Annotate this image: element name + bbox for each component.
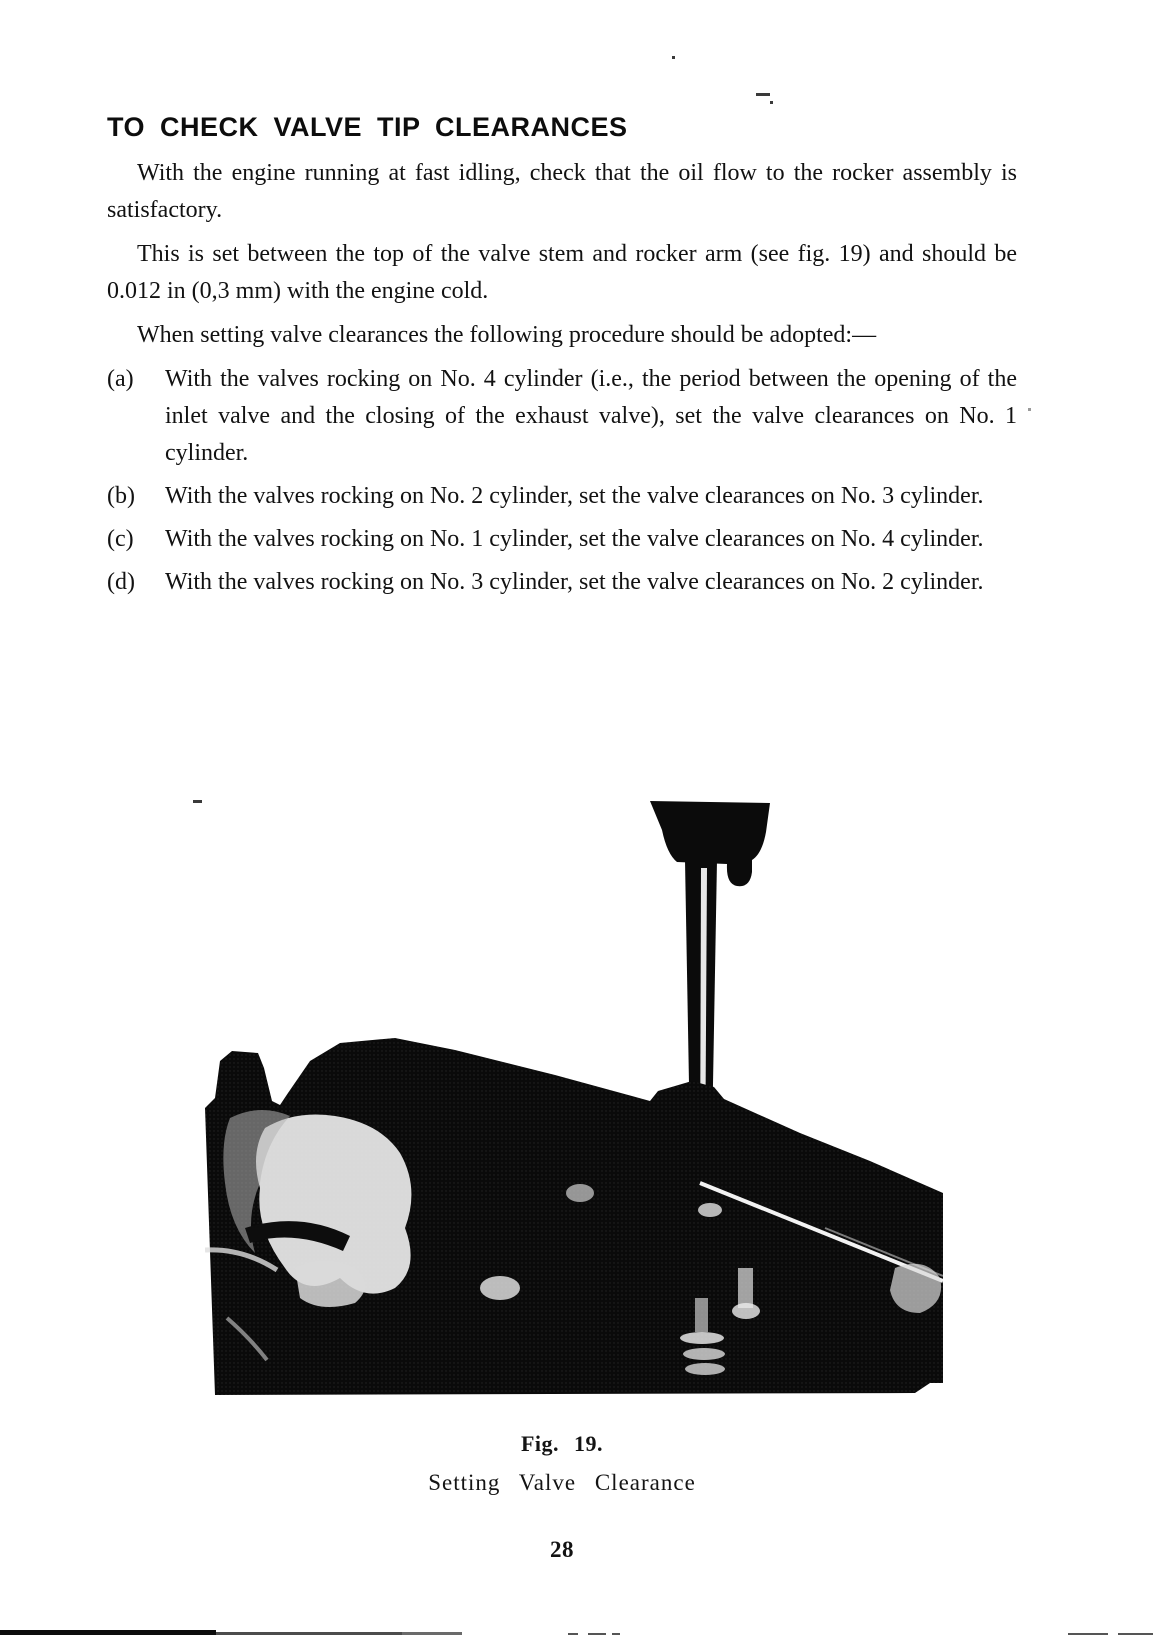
list-text-d: With the valves rocking on No. 3 cylinder, set the valve clearances on No. 2 cylinder. (165, 569, 984, 595)
list-label-b: (b) (107, 483, 135, 509)
rocker-highlight (566, 1184, 594, 1202)
scan-speck (1028, 408, 1031, 411)
spring-washer-2 (683, 1348, 725, 1360)
scan-speck (770, 101, 773, 104)
scan-edge-bar (216, 1632, 402, 1635)
paragraph-oil-flow: With the engine running at fast idling, check that the oil flow to the rocker assembly is satisfactory. (107, 160, 1017, 223)
scan-edge-dash (588, 1633, 606, 1635)
figure-caption (107, 1424, 1017, 1502)
text-column (107, 112, 1017, 607)
figure-title: Setting Valve Clearance (428, 1470, 696, 1495)
valve-clearance-photo (205, 798, 943, 1404)
wing-nut-stem (738, 1268, 753, 1308)
wing-nut (732, 1303, 760, 1319)
list-label-c: (c) (107, 526, 134, 552)
scan-edge-dash (612, 1633, 620, 1635)
list-label-a: (a) (107, 366, 134, 392)
center-highlight (480, 1276, 520, 1300)
scan-edge-bar (0, 1630, 216, 1635)
page-number: 28 (550, 1537, 574, 1562)
list-text-b: With the valves rocking on No. 2 cylinder, set the valve clearances on No. 3 cylinder. (165, 483, 984, 509)
paragraph-procedure-intro: When setting valve clearances the following procedure should be adopted:— (137, 322, 877, 348)
list-label-d: (d) (107, 569, 135, 595)
figure-number: Fig. 19. (520, 1431, 604, 1456)
scan-speck (672, 56, 675, 59)
list-item-c (107, 521, 1017, 558)
scan-speck (756, 93, 770, 96)
list-item-a (107, 361, 1017, 472)
scan-edge-dash (1068, 1633, 1108, 1635)
figure-photo (205, 798, 943, 1404)
spring-washer-1 (680, 1332, 724, 1344)
scan-edge-dash (1118, 1633, 1153, 1635)
spring-washer-3 (685, 1363, 725, 1375)
list-item-d (107, 564, 1017, 601)
paragraph-clearance-spec: This is set between the top of the valve stem and rocker arm (see fig. 19) and should be 0.012 in (0,3 mm) with the engine cold. (107, 241, 1017, 304)
list-text-c: With the valves rocking on No. 1 cylinder, set the valve clearances on No. 4 cylinder. (165, 526, 984, 552)
stud-highlight (695, 1298, 708, 1332)
list-item-b (107, 478, 1017, 515)
list-text-a: With the valves rocking on No. 4 cylinder (i.e., the period between the opening of the inlet valve and the closing of the exhaust valve), set the valve clearances on No. 1 cylinder. (165, 366, 1017, 466)
scan-speck (193, 800, 202, 803)
scan-edge-bar (402, 1632, 462, 1635)
scan-edge-dash (568, 1633, 578, 1635)
page-title: TO CHECK VALVE TIP CLEARANCES (107, 112, 628, 142)
procedure-list (107, 361, 1017, 601)
tip-highlight (698, 1203, 722, 1217)
